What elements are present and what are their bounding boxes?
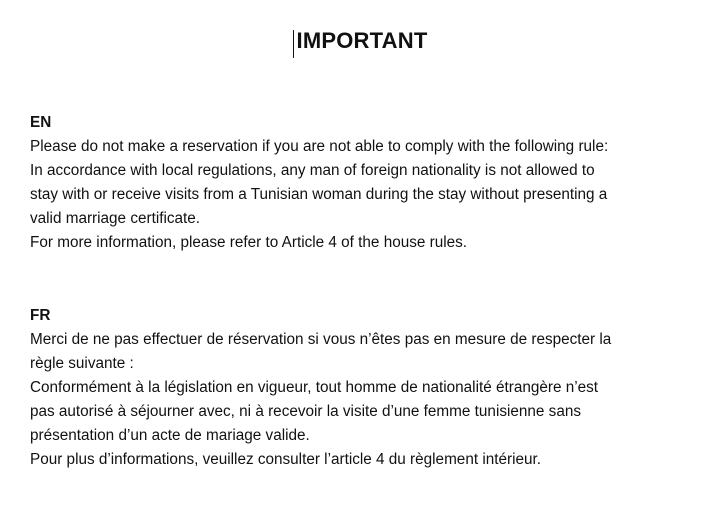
section-french — [30, 304, 700, 472]
paragraph-line: pas autorisé à séjourner avec, ni à recevoir la visite d’une femme tunisienne sans — [30, 403, 581, 420]
paragraph-line: Merci de ne pas effectuer de réservation si vous n’êtes pas en mesure de respecter la — [30, 331, 612, 348]
document-title-text: IMPORTANT — [296, 28, 428, 53]
paragraph-line: For more information, please refer to Article 4 of the house rules. — [30, 234, 468, 251]
paragraph-line: Please do not make a reservation if you are not able to comply with the following rule: — [30, 138, 609, 155]
text-cursor — [293, 30, 294, 58]
paragraph-line: In accordance with local regulations, any man of foreign nationality is not allowed to — [30, 162, 595, 179]
paragraph-line: Pour plus d’informations, veuillez consulter l’article 4 du règlement intérieur. — [30, 451, 541, 468]
paragraph-line: stay with or receive visits from a Tunisian woman during the stay without presenting a — [30, 186, 608, 203]
section-english — [30, 111, 700, 255]
section-language-label: FR — [30, 307, 51, 324]
section-language-label: EN — [30, 114, 52, 131]
paragraph-line: présentation d’un acte de mariage valide. — [30, 427, 310, 444]
paragraph-line: règle suivante : — [30, 355, 134, 372]
paragraph-line: Conformément à la législation en vigueur, tout homme de nationalité étrangère n’est — [30, 379, 599, 396]
title-container — [0, 28, 720, 54]
paragraph-line: valid marriage certificate. — [30, 210, 201, 227]
document-title[interactable] — [293, 28, 428, 54]
